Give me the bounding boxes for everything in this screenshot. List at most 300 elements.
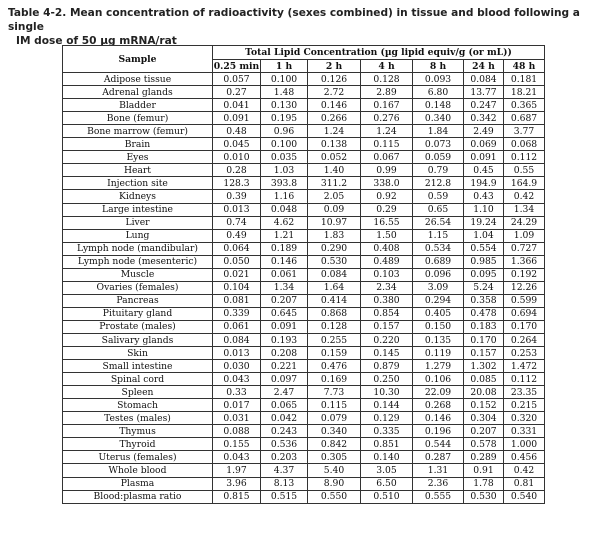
value-cell: 0.050 bbox=[213, 255, 261, 268]
value-cell: 0.208 bbox=[261, 347, 308, 360]
value-cell: 0.65 bbox=[413, 203, 464, 216]
value-cell: 0.126 bbox=[308, 73, 361, 86]
header-group: Total Lipid Concentration (µg lipid equiv/g (or mL)) bbox=[213, 46, 545, 60]
value-cell: 0.096 bbox=[413, 268, 464, 281]
value-cell: 0.555 bbox=[413, 490, 464, 503]
value-cell: 2.89 bbox=[361, 86, 413, 99]
sample-name-cell: Blood:plasma ratio bbox=[63, 490, 213, 503]
value-cell: 0.140 bbox=[361, 451, 413, 464]
value-cell: 0.342 bbox=[464, 112, 504, 125]
value-cell: 0.578 bbox=[464, 438, 504, 451]
value-cell: 0.146 bbox=[261, 255, 308, 268]
value-cell: 12.26 bbox=[504, 281, 545, 294]
sample-name-cell: Adrenal glands bbox=[63, 86, 213, 99]
sample-name-cell: Spinal cord bbox=[63, 373, 213, 386]
value-cell: 0.085 bbox=[464, 373, 504, 386]
value-cell: 0.170 bbox=[504, 320, 545, 333]
value-cell: 0.221 bbox=[261, 360, 308, 373]
value-cell: 22.09 bbox=[413, 386, 464, 399]
value-cell: 0.554 bbox=[464, 242, 504, 255]
value-cell: 0.043 bbox=[213, 373, 261, 386]
table-row bbox=[63, 242, 545, 255]
value-cell: 0.49 bbox=[213, 229, 261, 242]
sample-name-cell: Injection site bbox=[63, 177, 213, 190]
table-row bbox=[63, 347, 545, 360]
value-cell: 16.55 bbox=[361, 216, 413, 229]
value-cell: 0.130 bbox=[261, 99, 308, 112]
value-cell: 6.80 bbox=[413, 86, 464, 99]
sample-name-cell: Uterus (females) bbox=[63, 451, 213, 464]
value-cell: 212.8 bbox=[413, 177, 464, 190]
value-cell: 3.77 bbox=[504, 125, 545, 138]
value-cell: 3.09 bbox=[413, 281, 464, 294]
value-cell: 0.268 bbox=[413, 399, 464, 412]
value-cell: 1.279 bbox=[413, 360, 464, 373]
value-cell: 1.472 bbox=[504, 360, 545, 373]
value-cell: 0.061 bbox=[261, 268, 308, 281]
sample-name-cell: Muscle bbox=[63, 268, 213, 281]
value-cell: 0.247 bbox=[464, 99, 504, 112]
value-cell: 18.21 bbox=[504, 86, 545, 99]
value-cell: 0.550 bbox=[308, 490, 361, 503]
value-cell: 0.264 bbox=[504, 333, 545, 346]
value-cell: 0.095 bbox=[464, 268, 504, 281]
sample-name-cell: Bone (femur) bbox=[63, 112, 213, 125]
value-cell: 0.067 bbox=[361, 151, 413, 164]
value-cell: 0.515 bbox=[261, 490, 308, 503]
value-cell: 0.215 bbox=[504, 399, 545, 412]
table-row bbox=[63, 229, 545, 242]
table-row bbox=[63, 99, 545, 112]
value-cell: 0.42 bbox=[504, 190, 545, 203]
value-cell: 164.9 bbox=[504, 177, 545, 190]
sample-name-cell: Pituitary gland bbox=[63, 307, 213, 320]
table-row bbox=[63, 294, 545, 307]
table-row bbox=[63, 412, 545, 425]
value-cell: 1.16 bbox=[261, 190, 308, 203]
table-row bbox=[63, 438, 545, 451]
table-row bbox=[63, 216, 545, 229]
value-cell: 1.24 bbox=[308, 125, 361, 138]
value-cell: 1.31 bbox=[413, 464, 464, 477]
value-cell: 0.414 bbox=[308, 294, 361, 307]
value-cell: 0.879 bbox=[361, 360, 413, 373]
value-cell: 0.253 bbox=[504, 347, 545, 360]
table-row bbox=[63, 125, 545, 138]
value-cell: 0.305 bbox=[308, 451, 361, 464]
value-cell: 0.031 bbox=[213, 412, 261, 425]
value-cell: 0.115 bbox=[361, 138, 413, 151]
value-cell: 0.084 bbox=[308, 268, 361, 281]
value-cell: 3.05 bbox=[361, 464, 413, 477]
value-cell: 0.339 bbox=[213, 307, 261, 320]
value-cell: 1.15 bbox=[413, 229, 464, 242]
sample-name-cell: Prostate (males) bbox=[63, 320, 213, 333]
value-cell: 0.815 bbox=[213, 490, 261, 503]
value-cell: 0.99 bbox=[361, 164, 413, 177]
header-time: 24 h bbox=[464, 60, 504, 73]
value-cell: 0.476 bbox=[308, 360, 361, 373]
value-cell: 0.157 bbox=[361, 320, 413, 333]
value-cell: 3.96 bbox=[213, 477, 261, 490]
value-cell: 0.042 bbox=[261, 412, 308, 425]
value-cell: 393.8 bbox=[261, 177, 308, 190]
value-cell: 0.540 bbox=[504, 490, 545, 503]
value-cell: 1.366 bbox=[504, 255, 545, 268]
table-row bbox=[63, 464, 545, 477]
value-cell: 4.62 bbox=[261, 216, 308, 229]
radioactivity-table bbox=[62, 45, 545, 504]
table-row bbox=[63, 307, 545, 320]
sample-name-cell: Brain bbox=[63, 138, 213, 151]
value-cell: 0.091 bbox=[261, 320, 308, 333]
value-cell: 0.189 bbox=[261, 242, 308, 255]
value-cell: 0.287 bbox=[413, 451, 464, 464]
value-cell: 0.057 bbox=[213, 73, 261, 86]
value-cell: 0.167 bbox=[361, 99, 413, 112]
sample-name-cell: Whole blood bbox=[63, 464, 213, 477]
value-cell: 1.48 bbox=[261, 86, 308, 99]
table-row bbox=[63, 177, 545, 190]
value-cell: 6.50 bbox=[361, 477, 413, 490]
table-row bbox=[63, 477, 545, 490]
value-cell: 0.09 bbox=[308, 203, 361, 216]
value-cell: 0.155 bbox=[213, 438, 261, 451]
value-cell: 0.196 bbox=[413, 425, 464, 438]
value-cell: 0.645 bbox=[261, 307, 308, 320]
value-cell: 0.069 bbox=[464, 138, 504, 151]
value-cell: 0.854 bbox=[361, 307, 413, 320]
value-cell: 0.181 bbox=[504, 73, 545, 86]
value-cell: 0.250 bbox=[361, 373, 413, 386]
value-cell: 2.47 bbox=[261, 386, 308, 399]
sample-name-cell: Stomach bbox=[63, 399, 213, 412]
value-cell: 0.144 bbox=[361, 399, 413, 412]
value-cell: 0.129 bbox=[361, 412, 413, 425]
sample-name-cell: Ovaries (females) bbox=[63, 281, 213, 294]
value-cell: 0.065 bbox=[261, 399, 308, 412]
value-cell: 0.42 bbox=[504, 464, 545, 477]
table-caption-line-1: Table 4-2. Mean concentration of radioactivity (sexes combined) in tissue and blood following a single bbox=[8, 7, 580, 33]
value-cell: 0.073 bbox=[413, 138, 464, 151]
value-cell: 0.104 bbox=[213, 281, 261, 294]
value-cell: 1.03 bbox=[261, 164, 308, 177]
table-row bbox=[63, 360, 545, 373]
value-cell: 4.37 bbox=[261, 464, 308, 477]
header-time: 2 h bbox=[308, 60, 361, 73]
value-cell: 0.088 bbox=[213, 425, 261, 438]
table-body bbox=[63, 73, 545, 504]
value-cell: 0.91 bbox=[464, 464, 504, 477]
value-cell: 0.079 bbox=[308, 412, 361, 425]
sample-name-cell: Thymus bbox=[63, 425, 213, 438]
value-cell: 5.40 bbox=[308, 464, 361, 477]
sample-name-cell: Pancreas bbox=[63, 294, 213, 307]
value-cell: 1.50 bbox=[361, 229, 413, 242]
value-cell: 0.96 bbox=[261, 125, 308, 138]
value-cell: 0.689 bbox=[413, 255, 464, 268]
value-cell: 0.478 bbox=[464, 307, 504, 320]
value-cell: 0.081 bbox=[213, 294, 261, 307]
value-cell: 0.276 bbox=[361, 112, 413, 125]
sample-name-cell: Lymph node (mesenteric) bbox=[63, 255, 213, 268]
value-cell: 0.152 bbox=[464, 399, 504, 412]
value-cell: 0.021 bbox=[213, 268, 261, 281]
value-cell: 1.78 bbox=[464, 477, 504, 490]
value-cell: 0.81 bbox=[504, 477, 545, 490]
value-cell: 0.146 bbox=[413, 412, 464, 425]
value-cell: 0.052 bbox=[308, 151, 361, 164]
sample-name-cell: Large intestine bbox=[63, 203, 213, 216]
value-cell: 8.13 bbox=[261, 477, 308, 490]
value-cell: 128.3 bbox=[213, 177, 261, 190]
value-cell: 0.842 bbox=[308, 438, 361, 451]
value-cell: 1.97 bbox=[213, 464, 261, 477]
value-cell: 0.92 bbox=[361, 190, 413, 203]
value-cell: 0.727 bbox=[504, 242, 545, 255]
value-cell: 0.193 bbox=[261, 333, 308, 346]
header-sample: Sample bbox=[63, 46, 213, 73]
value-cell: 0.510 bbox=[361, 490, 413, 503]
table-row bbox=[63, 373, 545, 386]
value-cell: 0.39 bbox=[213, 190, 261, 203]
sample-name-cell: Liver bbox=[63, 216, 213, 229]
value-cell: 0.340 bbox=[308, 425, 361, 438]
value-cell: 0.530 bbox=[464, 490, 504, 503]
value-cell: 0.059 bbox=[413, 151, 464, 164]
value-cell: 0.106 bbox=[413, 373, 464, 386]
table-row bbox=[63, 73, 545, 86]
value-cell: 0.243 bbox=[261, 425, 308, 438]
value-cell: 0.041 bbox=[213, 99, 261, 112]
value-cell: 0.064 bbox=[213, 242, 261, 255]
table-row bbox=[63, 86, 545, 99]
value-cell: 0.340 bbox=[413, 112, 464, 125]
header-time: 8 h bbox=[413, 60, 464, 73]
value-cell: 0.331 bbox=[504, 425, 545, 438]
value-cell: 194.9 bbox=[464, 177, 504, 190]
value-cell: 13.77 bbox=[464, 86, 504, 99]
value-cell: 0.150 bbox=[413, 320, 464, 333]
table-header bbox=[63, 46, 545, 73]
value-cell: 0.100 bbox=[261, 138, 308, 151]
table-row bbox=[63, 190, 545, 203]
table-caption bbox=[8, 6, 598, 48]
value-cell: 2.72 bbox=[308, 86, 361, 99]
value-cell: 0.203 bbox=[261, 451, 308, 464]
value-cell: 0.017 bbox=[213, 399, 261, 412]
value-cell: 1.10 bbox=[464, 203, 504, 216]
value-cell: 0.534 bbox=[413, 242, 464, 255]
value-cell: 10.30 bbox=[361, 386, 413, 399]
value-cell: 23.35 bbox=[504, 386, 545, 399]
value-cell: 0.59 bbox=[413, 190, 464, 203]
table-row bbox=[63, 281, 545, 294]
value-cell: 1.84 bbox=[413, 125, 464, 138]
value-cell: 26.54 bbox=[413, 216, 464, 229]
value-cell: 1.40 bbox=[308, 164, 361, 177]
value-cell: 1.04 bbox=[464, 229, 504, 242]
value-cell: 0.093 bbox=[413, 73, 464, 86]
table-row bbox=[63, 164, 545, 177]
value-cell: 0.55 bbox=[504, 164, 545, 177]
value-cell: 1.21 bbox=[261, 229, 308, 242]
value-cell: 19.24 bbox=[464, 216, 504, 229]
value-cell: 0.489 bbox=[361, 255, 413, 268]
value-cell: 0.013 bbox=[213, 347, 261, 360]
value-cell: 0.084 bbox=[464, 73, 504, 86]
value-cell: 0.138 bbox=[308, 138, 361, 151]
value-cell: 0.084 bbox=[213, 333, 261, 346]
value-cell: 2.05 bbox=[308, 190, 361, 203]
value-cell: 0.115 bbox=[308, 399, 361, 412]
value-cell: 0.192 bbox=[504, 268, 545, 281]
sample-name-cell: Eyes bbox=[63, 151, 213, 164]
value-cell: 0.544 bbox=[413, 438, 464, 451]
value-cell: 0.79 bbox=[413, 164, 464, 177]
value-cell: 0.035 bbox=[261, 151, 308, 164]
value-cell: 0.365 bbox=[504, 99, 545, 112]
value-cell: 0.851 bbox=[361, 438, 413, 451]
value-cell: 7.73 bbox=[308, 386, 361, 399]
value-cell: 10.97 bbox=[308, 216, 361, 229]
value-cell: 0.013 bbox=[213, 203, 261, 216]
sample-name-cell: Lung bbox=[63, 229, 213, 242]
value-cell: 0.030 bbox=[213, 360, 261, 373]
table-row bbox=[63, 268, 545, 281]
sample-name-cell: Skin bbox=[63, 347, 213, 360]
value-cell: 24.29 bbox=[504, 216, 545, 229]
table-caption-line-2: IM dose of 50 µg mRNA/rat bbox=[16, 35, 177, 47]
value-cell: 311.2 bbox=[308, 177, 361, 190]
value-cell: 0.48 bbox=[213, 125, 261, 138]
value-cell: 338.0 bbox=[361, 177, 413, 190]
value-cell: 5.24 bbox=[464, 281, 504, 294]
value-cell: 0.290 bbox=[308, 242, 361, 255]
value-cell: 1.64 bbox=[308, 281, 361, 294]
sample-name-cell: Thyroid bbox=[63, 438, 213, 451]
value-cell: 0.010 bbox=[213, 151, 261, 164]
value-cell: 0.408 bbox=[361, 242, 413, 255]
table-row bbox=[63, 203, 545, 216]
value-cell: 0.148 bbox=[413, 99, 464, 112]
value-cell: 0.159 bbox=[308, 347, 361, 360]
value-cell: 2.34 bbox=[361, 281, 413, 294]
value-cell: 0.103 bbox=[361, 268, 413, 281]
value-cell: 0.097 bbox=[261, 373, 308, 386]
value-cell: 1.302 bbox=[464, 360, 504, 373]
header-time: 48 h bbox=[504, 60, 545, 73]
value-cell: 1.09 bbox=[504, 229, 545, 242]
value-cell: 0.45 bbox=[464, 164, 504, 177]
table-row bbox=[63, 490, 545, 503]
sample-name-cell: Small intestine bbox=[63, 360, 213, 373]
value-cell: 0.33 bbox=[213, 386, 261, 399]
value-cell: 1.24 bbox=[361, 125, 413, 138]
value-cell: 0.74 bbox=[213, 216, 261, 229]
value-cell: 0.255 bbox=[308, 333, 361, 346]
table-row bbox=[63, 399, 545, 412]
value-cell: 0.868 bbox=[308, 307, 361, 320]
value-cell: 0.456 bbox=[504, 451, 545, 464]
value-cell: 0.119 bbox=[413, 347, 464, 360]
value-cell: 0.183 bbox=[464, 320, 504, 333]
value-cell: 0.29 bbox=[361, 203, 413, 216]
value-cell: 0.112 bbox=[504, 151, 545, 164]
value-cell: 2.36 bbox=[413, 477, 464, 490]
value-cell: 0.599 bbox=[504, 294, 545, 307]
sample-name-cell: Spleen bbox=[63, 386, 213, 399]
value-cell: 1.83 bbox=[308, 229, 361, 242]
value-cell: 0.405 bbox=[413, 307, 464, 320]
value-cell: 0.320 bbox=[504, 412, 545, 425]
value-cell: 1.000 bbox=[504, 438, 545, 451]
value-cell: 0.145 bbox=[361, 347, 413, 360]
value-cell: 0.170 bbox=[464, 333, 504, 346]
value-cell: 0.27 bbox=[213, 86, 261, 99]
value-cell: 0.536 bbox=[261, 438, 308, 451]
value-cell: 8.90 bbox=[308, 477, 361, 490]
value-cell: 0.045 bbox=[213, 138, 261, 151]
value-cell: 0.100 bbox=[261, 73, 308, 86]
value-cell: 1.34 bbox=[504, 203, 545, 216]
value-cell: 0.169 bbox=[308, 373, 361, 386]
value-cell: 0.358 bbox=[464, 294, 504, 307]
value-cell: 0.043 bbox=[213, 451, 261, 464]
value-cell: 0.43 bbox=[464, 190, 504, 203]
value-cell: 0.294 bbox=[413, 294, 464, 307]
value-cell: 0.112 bbox=[504, 373, 545, 386]
value-cell: 0.380 bbox=[361, 294, 413, 307]
value-cell: 0.157 bbox=[464, 347, 504, 360]
value-cell: 0.304 bbox=[464, 412, 504, 425]
value-cell: 0.335 bbox=[361, 425, 413, 438]
value-cell: 0.266 bbox=[308, 112, 361, 125]
table-row bbox=[63, 451, 545, 464]
value-cell: 0.128 bbox=[361, 73, 413, 86]
value-cell: 2.49 bbox=[464, 125, 504, 138]
table-row bbox=[63, 112, 545, 125]
sample-name-cell: Bone marrow (femur) bbox=[63, 125, 213, 138]
sample-name-cell: Adipose tissue bbox=[63, 73, 213, 86]
sample-name-cell: Heart bbox=[63, 164, 213, 177]
header-time: 0.25 min bbox=[213, 60, 260, 72]
value-cell: 0.128 bbox=[308, 320, 361, 333]
value-cell: 0.220 bbox=[361, 333, 413, 346]
value-cell: 0.207 bbox=[261, 294, 308, 307]
value-cell: 1.34 bbox=[261, 281, 308, 294]
sample-name-cell: Bladder bbox=[63, 99, 213, 112]
value-cell: 0.694 bbox=[504, 307, 545, 320]
value-cell: 0.195 bbox=[261, 112, 308, 125]
sample-name-cell: Plasma bbox=[63, 477, 213, 490]
value-cell: 20.08 bbox=[464, 386, 504, 399]
sample-name-cell: Lymph node (mandibular) bbox=[63, 242, 213, 255]
header-time: 4 h bbox=[361, 60, 413, 73]
sample-name-cell: Testes (males) bbox=[63, 412, 213, 425]
table-row bbox=[63, 333, 545, 346]
value-cell: 0.068 bbox=[504, 138, 545, 151]
value-cell: 0.146 bbox=[308, 99, 361, 112]
value-cell: 0.289 bbox=[464, 451, 504, 464]
value-cell: 0.985 bbox=[464, 255, 504, 268]
table-row bbox=[63, 255, 545, 268]
value-cell: 0.28 bbox=[213, 164, 261, 177]
value-cell: 0.048 bbox=[261, 203, 308, 216]
table-row bbox=[63, 425, 545, 438]
sample-name-cell: Salivary glands bbox=[63, 333, 213, 346]
table-row bbox=[63, 138, 545, 151]
